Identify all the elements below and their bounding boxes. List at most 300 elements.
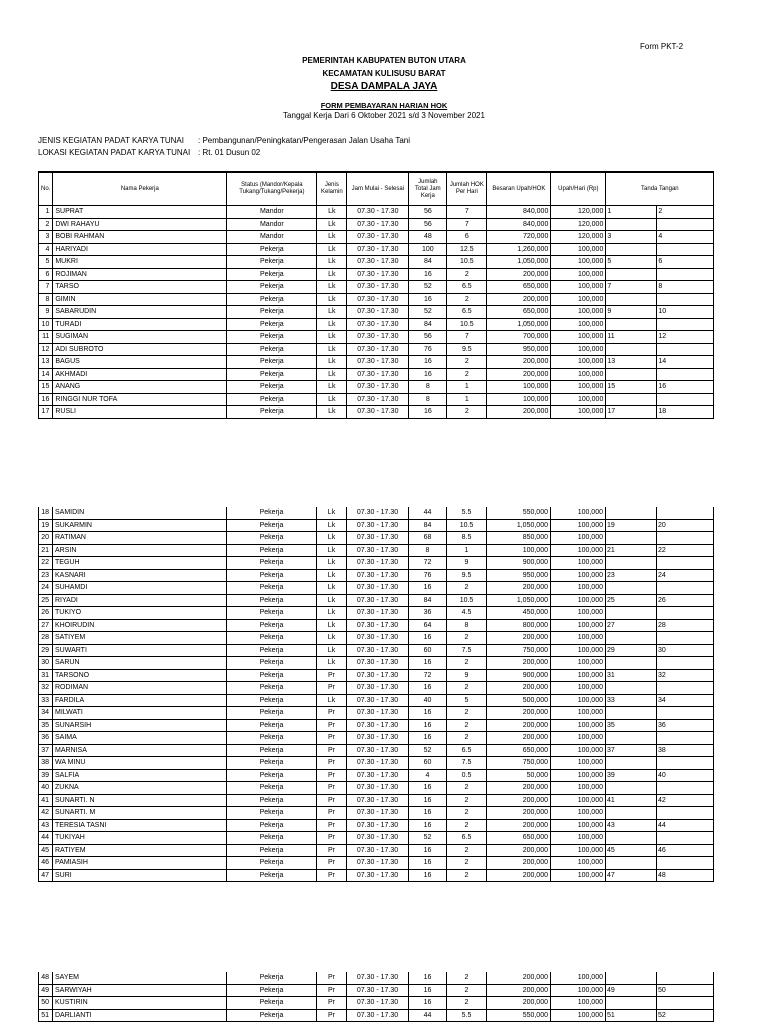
signature-cell	[606, 268, 714, 281]
signature-divider	[656, 745, 657, 757]
signature-number: 31	[607, 671, 615, 679]
gender: Pr	[317, 1009, 347, 1022]
worker-name: TEGUH	[53, 557, 227, 570]
hok-per-day: 2	[447, 972, 487, 984]
worker-name: ANANG	[53, 381, 227, 394]
worker-name: SAIMA	[53, 732, 227, 745]
signature-divider	[656, 306, 657, 318]
worker-status: Pekerja	[227, 256, 317, 269]
wage-per-day: 100,000	[551, 381, 606, 394]
signature-number: 4	[658, 233, 663, 240]
hok-per-day: 2	[447, 794, 487, 807]
hok-per-day: 2	[447, 582, 487, 595]
hok-per-day: 8	[447, 619, 487, 632]
signature-cell	[606, 819, 714, 832]
worker-name: SUWARTI	[53, 644, 227, 657]
wage-total: 200,000	[487, 657, 551, 670]
gender: Lk	[317, 557, 347, 570]
signature-cell	[606, 519, 714, 532]
row-no: 40	[39, 782, 53, 795]
worker-name: DWI RAHAYU	[53, 218, 227, 231]
wage-total: 200,000	[487, 632, 551, 645]
signature-number: 7	[607, 283, 612, 290]
total-hours: 16	[409, 807, 447, 820]
signature-cell	[606, 694, 714, 707]
worker-name: MARNISA	[53, 744, 227, 757]
table-row	[39, 632, 714, 645]
worker-status: Pekerja	[227, 794, 317, 807]
work-hours: 07.30 - 17.30	[347, 393, 409, 406]
wage-total: 200,000	[487, 844, 551, 857]
table-row	[39, 707, 714, 720]
wage-per-day: 100,000	[551, 682, 606, 695]
table-row	[39, 857, 714, 870]
signature-cell	[606, 532, 714, 545]
signature-divider	[656, 244, 657, 256]
hok-per-day: 2	[447, 807, 487, 820]
total-hours: 36	[409, 607, 447, 620]
row-no: 35	[39, 719, 53, 732]
worker-name: DARLIANTI	[53, 1009, 227, 1022]
wage-per-day: 100,000	[551, 306, 606, 319]
signature-number: 50	[658, 986, 666, 994]
wage-per-day: 100,000	[551, 281, 606, 294]
worker-name: ARSIN	[53, 544, 227, 557]
wage-per-day: 100,000	[551, 582, 606, 595]
wage-per-day: 100,000	[551, 557, 606, 570]
signature-cell	[606, 807, 714, 820]
gender: Pr	[317, 757, 347, 770]
table-row	[39, 682, 714, 695]
signature-cell	[606, 582, 714, 595]
total-hours: 8	[409, 381, 447, 394]
total-hours: 16	[409, 707, 447, 720]
worker-name: SALFIA	[53, 769, 227, 782]
wage-total: 100,000	[487, 393, 551, 406]
row-no: 14	[39, 368, 53, 381]
signature-cell	[606, 256, 714, 269]
gender: Lk	[317, 381, 347, 394]
worker-name: ADI SUBROTO	[53, 343, 227, 356]
signature-cell	[606, 607, 714, 620]
worker-status: Mandor	[227, 218, 317, 231]
wage-total: 200,000	[487, 807, 551, 820]
worker-name: SURI	[53, 869, 227, 882]
gender: Lk	[317, 393, 347, 406]
worker-status: Pekerja	[227, 744, 317, 757]
worker-status: Pekerja	[227, 318, 317, 331]
gender: Pr	[317, 832, 347, 845]
total-hours: 84	[409, 318, 447, 331]
info-jenis-label: JENIS KEGIATAN PADAT KARYA TUNAI	[38, 136, 184, 145]
worker-name: KHOIRUDIN	[53, 619, 227, 632]
table-row	[39, 807, 714, 820]
table-row	[39, 569, 714, 582]
work-hours: 07.30 - 17.30	[347, 794, 409, 807]
gender: Pr	[317, 707, 347, 720]
hok-per-day: 2	[447, 368, 487, 381]
gender: Pr	[317, 869, 347, 882]
gender: Lk	[317, 368, 347, 381]
worker-status: Pekerja	[227, 732, 317, 745]
hok-per-day: 6.5	[447, 306, 487, 319]
hok-per-day: 5	[447, 694, 487, 707]
wage-total: 550,000	[487, 507, 551, 519]
signature-number: 29	[607, 646, 615, 654]
gender: Lk	[317, 507, 347, 519]
work-hours: 07.30 - 17.30	[347, 594, 409, 607]
hok-per-day: 2	[447, 819, 487, 832]
signature-number: 36	[658, 721, 666, 729]
worker-name: SAYEM	[53, 972, 227, 984]
gender: Lk	[317, 519, 347, 532]
hok-per-day: 1	[447, 381, 487, 394]
signature-divider	[656, 394, 657, 406]
signature-divider	[656, 972, 657, 984]
signature-divider	[656, 381, 657, 393]
signature-cell	[606, 869, 714, 882]
total-hours: 16	[409, 657, 447, 670]
signature-cell	[606, 619, 714, 632]
payroll-table-page-2	[38, 507, 714, 882]
wage-per-day: 100,000	[551, 544, 606, 557]
worker-status: Pekerja	[227, 972, 317, 984]
row-no: 34	[39, 707, 53, 720]
wage-per-day: 100,000	[551, 669, 606, 682]
wage-per-day: 100,000	[551, 657, 606, 670]
signature-cell	[606, 381, 714, 394]
worker-name: MUKRI	[53, 256, 227, 269]
worker-status: Pekerja	[227, 657, 317, 670]
total-hours: 4	[409, 769, 447, 782]
signature-number: 47	[607, 871, 615, 879]
row-no: 39	[39, 769, 53, 782]
row-no: 11	[39, 331, 53, 344]
hok-per-day: 2	[447, 632, 487, 645]
signature-number: 33	[607, 696, 615, 704]
gender: Lk	[317, 256, 347, 269]
signature-divider	[656, 219, 657, 231]
work-hours: 07.30 - 17.30	[347, 569, 409, 582]
wage-per-day: 100,000	[551, 256, 606, 269]
signature-divider	[656, 206, 657, 218]
signature-divider	[656, 595, 657, 607]
worker-name: RATIYEM	[53, 844, 227, 857]
table-row	[39, 744, 714, 757]
signature-number: 41	[607, 796, 615, 804]
wage-total: 800,000	[487, 619, 551, 632]
signature-divider	[656, 269, 657, 281]
signature-cell	[606, 984, 714, 997]
gender: Lk	[317, 356, 347, 369]
gender: Lk	[317, 281, 347, 294]
work-hours: 07.30 - 17.30	[347, 632, 409, 645]
signature-divider	[656, 507, 657, 519]
wage-per-day: 100,000	[551, 807, 606, 820]
signature-divider	[656, 319, 657, 331]
gender: Lk	[317, 318, 347, 331]
wage-per-day: 100,000	[551, 644, 606, 657]
hok-per-day: 2	[447, 406, 487, 419]
table-row	[39, 997, 714, 1010]
wage-total: 650,000	[487, 832, 551, 845]
gender: Pr	[317, 819, 347, 832]
table-row	[39, 406, 714, 419]
col-header: Tanda Tangan	[606, 172, 714, 206]
table-row	[39, 594, 714, 607]
wage-per-day: 100,000	[551, 331, 606, 344]
gender: Pr	[317, 857, 347, 870]
table-row	[39, 844, 714, 857]
worker-name: GIMIN	[53, 293, 227, 306]
table-row	[39, 519, 714, 532]
hok-per-day: 2	[447, 984, 487, 997]
signature-cell	[606, 732, 714, 745]
info-jenis	[38, 136, 410, 145]
total-hours: 84	[409, 594, 447, 607]
work-hours: 07.30 - 17.30	[347, 306, 409, 319]
wage-total: 840,000	[487, 218, 551, 231]
row-no: 5	[39, 256, 53, 269]
worker-status: Pekerja	[227, 569, 317, 582]
signature-divider	[656, 369, 657, 381]
work-hours: 07.30 - 17.30	[347, 368, 409, 381]
row-no: 38	[39, 757, 53, 770]
signature-cell	[606, 218, 714, 231]
signature-number: 43	[607, 821, 615, 829]
total-hours: 60	[409, 757, 447, 770]
total-hours: 8	[409, 393, 447, 406]
worker-name: TUKIYO	[53, 607, 227, 620]
row-no: 13	[39, 356, 53, 369]
signature-number: 35	[607, 721, 615, 729]
hok-per-day: 7	[447, 206, 487, 219]
signature-number: 28	[658, 621, 666, 629]
wage-per-day: 100,000	[551, 857, 606, 870]
signature-number: 21	[607, 546, 615, 554]
signature-divider	[656, 682, 657, 694]
hok-per-day: 6.5	[447, 832, 487, 845]
hok-per-day: 2	[447, 356, 487, 369]
row-no: 43	[39, 819, 53, 832]
wage-total: 200,000	[487, 707, 551, 720]
total-hours: 64	[409, 619, 447, 632]
wage-per-day: 100,000	[551, 719, 606, 732]
work-hours: 07.30 - 17.30	[347, 343, 409, 356]
signature-cell	[606, 206, 714, 219]
signature-divider	[656, 557, 657, 569]
work-hours: 07.30 - 17.30	[347, 782, 409, 795]
worker-status: Pekerja	[227, 632, 317, 645]
worker-status: Pekerja	[227, 281, 317, 294]
gender: Lk	[317, 406, 347, 419]
gender: Pr	[317, 769, 347, 782]
work-hours: 07.30 - 17.30	[347, 669, 409, 682]
table-row	[39, 293, 714, 306]
worker-status: Pekerja	[227, 707, 317, 720]
work-hours: 07.30 - 17.30	[347, 984, 409, 997]
row-no: 15	[39, 381, 53, 394]
worker-status: Pekerja	[227, 844, 317, 857]
row-no: 25	[39, 594, 53, 607]
signature-number: 37	[607, 746, 615, 754]
signature-divider	[656, 545, 657, 557]
total-hours: 84	[409, 256, 447, 269]
worker-status: Mandor	[227, 206, 317, 219]
gender: Lk	[317, 331, 347, 344]
signature-number: 42	[658, 796, 666, 804]
table-row	[39, 557, 714, 570]
signature-number: 14	[658, 358, 667, 365]
wage-total: 200,000	[487, 368, 551, 381]
row-no: 23	[39, 569, 53, 582]
gender: Lk	[317, 306, 347, 319]
wage-total: 1,260,000	[487, 243, 551, 256]
row-no: 1	[39, 206, 53, 219]
wage-total: 200,000	[487, 984, 551, 997]
total-hours: 16	[409, 356, 447, 369]
gender: Pr	[317, 719, 347, 732]
signature-divider	[656, 281, 657, 293]
total-hours: 60	[409, 644, 447, 657]
signature-number: 46	[658, 846, 666, 854]
total-hours: 56	[409, 206, 447, 219]
hok-per-day: 12.5	[447, 243, 487, 256]
signature-number: 45	[607, 846, 615, 854]
worker-name: BAGUS	[53, 356, 227, 369]
table-row	[39, 268, 714, 281]
worker-status: Pekerja	[227, 393, 317, 406]
wage-total: 200,000	[487, 293, 551, 306]
work-hours: 07.30 - 17.30	[347, 694, 409, 707]
signature-cell	[606, 707, 714, 720]
signature-divider	[656, 620, 657, 632]
signature-cell	[606, 719, 714, 732]
table-row	[39, 719, 714, 732]
row-no: 7	[39, 281, 53, 294]
table-row	[39, 869, 714, 882]
gender: Pr	[317, 807, 347, 820]
wage-total: 100,000	[487, 381, 551, 394]
wage-total: 1,050,000	[487, 519, 551, 532]
wage-total: 200,000	[487, 719, 551, 732]
gender: Pr	[317, 984, 347, 997]
worker-status: Pekerja	[227, 356, 317, 369]
work-hours: 07.30 - 17.30	[347, 732, 409, 745]
worker-name: TURADI	[53, 318, 227, 331]
hok-per-day: 9	[447, 557, 487, 570]
table-row	[39, 819, 714, 832]
signature-cell	[606, 368, 714, 381]
wage-per-day: 100,000	[551, 632, 606, 645]
row-no: 6	[39, 268, 53, 281]
wage-per-day: 100,000	[551, 794, 606, 807]
row-no: 22	[39, 557, 53, 570]
signature-cell	[606, 1009, 714, 1022]
payroll-table-page-1	[38, 171, 714, 419]
worker-name: SUGIMAN	[53, 331, 227, 344]
signature-divider	[656, 294, 657, 306]
worker-status: Pekerja	[227, 619, 317, 632]
gender: Lk	[317, 594, 347, 607]
signature-divider	[656, 582, 657, 594]
hok-per-day: 6.5	[447, 281, 487, 294]
signature-cell	[606, 306, 714, 319]
wage-per-day: 100,000	[551, 243, 606, 256]
hok-per-day: 0.5	[447, 769, 487, 782]
total-hours: 100	[409, 243, 447, 256]
total-hours: 16	[409, 794, 447, 807]
work-hours: 07.30 - 17.30	[347, 206, 409, 219]
table-row	[39, 694, 714, 707]
total-hours: 52	[409, 306, 447, 319]
wage-total: 900,000	[487, 557, 551, 570]
hok-per-day: 9.5	[447, 343, 487, 356]
worker-name: ROJIMAN	[53, 268, 227, 281]
signature-cell	[606, 632, 714, 645]
total-hours: 16	[409, 732, 447, 745]
signature-number: 44	[658, 821, 666, 829]
col-header: Jam Mulai - Selesai	[347, 172, 409, 206]
signature-number: 9	[607, 308, 612, 315]
work-hours: 07.30 - 17.30	[347, 869, 409, 882]
wage-total: 200,000	[487, 869, 551, 882]
wage-per-day: 100,000	[551, 972, 606, 984]
hok-per-day: 7	[447, 331, 487, 344]
signature-number: 26	[658, 596, 666, 604]
header-village: DESA DAMPALA JAYA	[330, 81, 438, 92]
row-no: 17	[39, 406, 53, 419]
wage-per-day: 100,000	[551, 343, 606, 356]
signature-divider	[656, 832, 657, 844]
worker-name: RATIMAN	[53, 532, 227, 545]
table-header-row	[39, 172, 714, 206]
worker-status: Pekerja	[227, 719, 317, 732]
total-hours: 16	[409, 682, 447, 695]
signature-divider	[656, 857, 657, 869]
signature-divider	[656, 1010, 657, 1022]
total-hours: 16	[409, 632, 447, 645]
wage-total: 550,000	[487, 1009, 551, 1022]
worker-status: Pekerja	[227, 1009, 317, 1022]
signature-divider	[656, 632, 657, 644]
row-no: 49	[39, 984, 53, 997]
row-no: 37	[39, 744, 53, 757]
signature-cell	[606, 669, 714, 682]
wage-per-day: 100,000	[551, 507, 606, 519]
total-hours: 16	[409, 857, 447, 870]
signature-number: 17	[607, 408, 616, 415]
total-hours: 76	[409, 343, 447, 356]
row-no: 50	[39, 997, 53, 1010]
work-hours: 07.30 - 17.30	[347, 256, 409, 269]
col-header: Jenis Kelamin	[317, 172, 347, 206]
wage-per-day: 100,000	[551, 368, 606, 381]
wage-per-day: 100,000	[551, 356, 606, 369]
worker-name: BOBI RAHMAN	[53, 231, 227, 244]
gender: Lk	[317, 231, 347, 244]
gender: Pr	[317, 682, 347, 695]
work-hours: 07.30 - 17.30	[347, 268, 409, 281]
work-hours: 07.30 - 17.30	[347, 819, 409, 832]
wage-total: 200,000	[487, 819, 551, 832]
wage-total: 200,000	[487, 356, 551, 369]
row-no: 41	[39, 794, 53, 807]
signature-number: 25	[607, 596, 615, 604]
table-row	[39, 619, 714, 632]
hok-per-day: 6.5	[447, 744, 487, 757]
total-hours: 56	[409, 218, 447, 231]
